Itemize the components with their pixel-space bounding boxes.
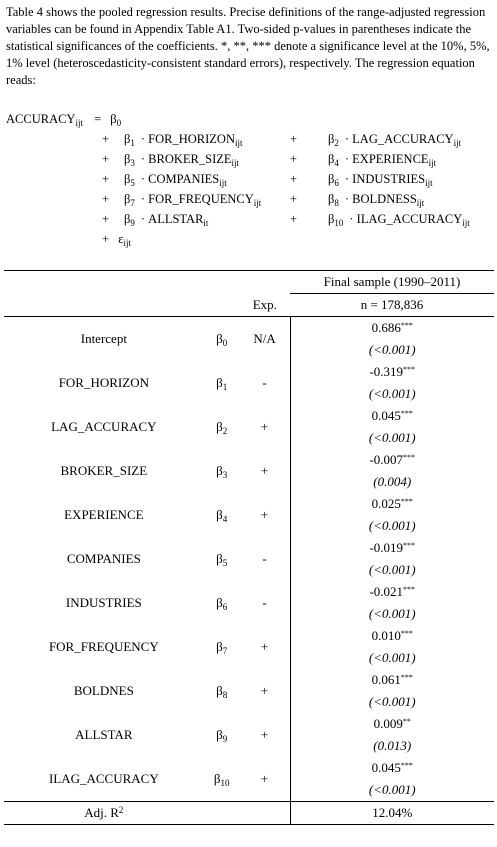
equation-variable-subscript: ijt: [253, 198, 262, 208]
beta0-subscript: 0: [116, 118, 122, 128]
beta-cell: [204, 537, 240, 581]
beta-symbol: β: [124, 212, 131, 226]
significance-stars: ***: [403, 453, 416, 462]
table-row: [4, 757, 494, 779]
p-value: (0.013): [290, 735, 494, 757]
variable-name: ILAG_ACCURACY: [48, 771, 159, 786]
error-subscript: ijt: [123, 238, 131, 248]
significance-stars: ***: [400, 673, 413, 682]
equation-plus-3: +: [102, 152, 110, 166]
expected-sign: +: [260, 683, 269, 698]
intro-paragraph: Table 4 shows the pooled regression results. Precise definitions of the range-adjusted regression variables can be found in Appendix Table A1. Two-sided p-values in parentheses indicate the statistical significances of the coefficients. *, **, *** denote a significance level at the 10%, 5%, 1% level (heteroscedasticity-consistent standard errors), respectively. The regression equation reads:: [6, 5, 490, 87]
coefficient-value: 0.045: [371, 408, 401, 423]
expected-sign: +: [260, 727, 269, 742]
expected-sign: +: [260, 419, 269, 434]
coefficient-cell: [290, 317, 494, 340]
p-value: (<0.001): [290, 515, 494, 537]
equation-term-3: $\beta_3$ · $BROKER\_SIZE_{ijt}$: [124, 152, 240, 168]
beta-index: 6: [222, 601, 228, 612]
beta-symbol: β: [124, 152, 131, 166]
coefficient-value: 0.686: [371, 320, 401, 335]
p-value: (<0.001): [290, 559, 494, 581]
beta-index: 1: [130, 138, 135, 148]
equation-term-4: $\beta_4$ · $EXPERIENCE_{ijt}$: [328, 152, 437, 168]
beta-index: 5: [222, 557, 228, 568]
significance-stars: ***: [403, 585, 416, 594]
variable-name: LAG_ACCURACY: [51, 419, 157, 434]
equation-variable-subscript: it: [203, 218, 209, 228]
adj-r2-value: 12.04%: [290, 802, 494, 825]
equation-lhs: ACCURACY: [6, 112, 76, 126]
coefficient-cell: [290, 757, 494, 779]
beta-cell: [204, 361, 240, 405]
beta-index: 2: [222, 425, 228, 436]
p-value: (0.004): [290, 471, 494, 493]
table-row: [4, 405, 494, 427]
equation-plus-4: +: [290, 152, 298, 166]
table-row: [4, 625, 494, 647]
equation-variable: LAG_ACCURACY: [352, 132, 454, 146]
beta-index: 7: [130, 198, 135, 208]
p-value: (<0.001): [290, 427, 494, 449]
beta-index: 10: [334, 218, 344, 228]
beta-cell: [204, 317, 240, 362]
equation-term-7: $\beta_7$ · $FOR\_FREQUENCY_{ijt}$: [124, 192, 262, 208]
header-n: n = 178,836: [290, 294, 494, 317]
table-row: [4, 317, 494, 340]
variable-name: EXPERIENCE: [64, 507, 144, 522]
beta-cell: [204, 625, 240, 669]
expected-sign: +: [260, 639, 269, 654]
equation-term-1: $\beta_1$ · $FOR\_HORIZON_{ijt}$: [124, 132, 243, 148]
coefficient-value: 0.025: [371, 496, 401, 511]
expected-sign: +: [260, 771, 269, 786]
variable-name: BOLDNES: [73, 683, 134, 698]
error-symbol: ε: [118, 232, 124, 246]
beta-symbol: β: [328, 212, 335, 226]
coefficient-cell: [290, 625, 494, 647]
header-exp: Exp.: [240, 294, 290, 317]
significance-stars: ***: [403, 365, 416, 374]
beta-symbol: β: [216, 594, 223, 610]
equation-variable: ALLSTAR: [148, 212, 204, 226]
variable-name: BROKER_SIZE: [60, 463, 148, 478]
beta-symbol: β: [216, 374, 223, 390]
beta-cell: [204, 493, 240, 537]
beta-symbol: β: [328, 172, 335, 186]
beta-index: 2: [334, 138, 339, 148]
significance-stars: ***: [400, 321, 413, 330]
variable-name: FOR_HORIZON: [58, 375, 149, 390]
beta-index: 9: [130, 218, 135, 228]
equation-plus-8: +: [290, 192, 298, 206]
equation-plus-5: +: [102, 172, 110, 186]
beta-symbol: β: [216, 550, 223, 566]
beta-index: 4: [222, 513, 228, 524]
coefficient-cell: [290, 493, 494, 515]
beta-cell: [204, 581, 240, 625]
beta-symbol: β: [216, 638, 223, 654]
beta-symbol: β: [216, 462, 223, 478]
equation-plus-2: +: [290, 132, 298, 146]
beta-symbol: β: [216, 682, 223, 698]
beta-index: 3: [222, 469, 228, 480]
equation-term-8: $\beta_8$ · $BOLDNESS_{ijt}$: [328, 192, 425, 208]
expected-sign: -: [262, 595, 267, 610]
equation-variable-subscript: ijt: [231, 158, 240, 168]
beta-cell: [204, 405, 240, 449]
beta-index: 6: [334, 178, 339, 188]
p-value: (<0.001): [290, 647, 494, 669]
p-value: (<0.001): [290, 691, 494, 713]
p-value: (<0.001): [290, 383, 494, 405]
beta-index: 5: [130, 178, 135, 188]
significance-stars: ***: [400, 409, 413, 418]
adj-r2-label: [4, 802, 204, 825]
variable-name: FOR_FREQUENCY: [48, 639, 159, 654]
expected-sign: -: [262, 551, 267, 566]
coefficient-cell: [290, 449, 494, 471]
table-row: [4, 537, 494, 559]
p-value: (<0.001): [290, 339, 494, 361]
equation-variable: INDUSTRIES: [352, 172, 426, 186]
beta-symbol: β: [213, 770, 221, 786]
coefficient-value: 0.010: [371, 628, 401, 643]
equation-variable-subscript: ijt: [416, 198, 425, 208]
coefficient-cell: [290, 405, 494, 427]
beta-symbol: β: [216, 418, 223, 434]
equation-term-9: $\beta_9$ · $ALLSTAR_{it}$: [124, 212, 209, 228]
significance-stars: ***: [400, 497, 413, 506]
beta-cell: [204, 449, 240, 493]
error-op: +: [102, 232, 110, 246]
adj-r2-row: [4, 802, 494, 825]
table-header-row-1: [4, 271, 494, 294]
significance-stars: **: [402, 717, 411, 726]
beta-symbol: β: [124, 172, 131, 186]
coefficient-cell: [290, 713, 494, 735]
beta-symbol: β: [216, 506, 223, 522]
equation-variable-subscript: ijt: [453, 138, 462, 148]
coefficient-value: -0.319: [369, 364, 404, 379]
equation-plus-6: +: [290, 172, 298, 186]
beta-symbol: β: [124, 132, 131, 146]
equation-plus-7: +: [102, 192, 110, 206]
results-table: [4, 270, 494, 825]
equation-variable: BROKER_SIZE: [148, 152, 232, 166]
equation-error-term: [102, 232, 131, 250]
beta-cell: [204, 713, 240, 757]
beta-symbol: β: [328, 132, 335, 146]
table-row: [4, 581, 494, 603]
beta-index: 9: [222, 733, 228, 744]
table-row: [4, 361, 494, 383]
equation-term-6: $\beta_6$ · $INDUSTRIES_{ijt}$: [328, 172, 433, 188]
variable-name: ALLSTAR: [75, 727, 133, 742]
variable-name: Intercept: [80, 331, 127, 346]
table-row: [4, 449, 494, 471]
significance-stars: ***: [403, 541, 416, 550]
equation-variable: BOLDNESS: [352, 192, 417, 206]
coefficient-value: -0.019: [369, 540, 404, 555]
beta-index: 8: [222, 689, 228, 700]
beta-symbol: β: [124, 192, 131, 206]
equation-lhs-row: [6, 112, 121, 130]
expected-sign: -: [262, 375, 267, 390]
table-header-row-2: [4, 294, 494, 317]
beta-cell: [204, 669, 240, 713]
beta-index: 0: [222, 337, 228, 348]
coefficient-cell: [290, 361, 494, 383]
expected-sign: N/A: [253, 331, 276, 346]
beta-index: 8: [334, 198, 339, 208]
coefficient-cell: [290, 669, 494, 691]
beta-cell: [204, 757, 240, 802]
beta-index: 10: [220, 777, 230, 788]
equation-term-10: $\beta_{10}$ · $ILAG\_ACCURACY_{ijt}$: [328, 212, 470, 228]
coefficient-cell: [290, 537, 494, 559]
coefficient-value: 0.009: [373, 716, 403, 731]
beta-index: 4: [334, 158, 339, 168]
beta-symbol: β: [216, 726, 223, 742]
equation-variable-subscript: ijt: [234, 138, 243, 148]
adj-r2-superscript: 2: [118, 805, 124, 815]
expected-sign: +: [260, 463, 269, 478]
beta-index: 3: [130, 158, 135, 168]
equation-variable-subscript: ijt: [425, 178, 433, 188]
beta-index: 1: [222, 381, 228, 392]
coefficient-cell: [290, 581, 494, 603]
significance-stars: ***: [400, 761, 413, 770]
variable-name: COMPANIES: [66, 551, 141, 566]
equation-equals: =: [94, 112, 102, 126]
equation-variable: FOR_HORIZON: [148, 132, 235, 146]
equation-variable: COMPANIES: [148, 172, 220, 186]
equation-plus-10: +: [290, 212, 298, 226]
beta-index: 7: [222, 645, 228, 656]
equation-variable: ILAG_ACCURACY: [356, 212, 463, 226]
equation-variable-subscript: ijt: [219, 178, 227, 188]
equation-variable-subscript: ijt: [462, 218, 470, 228]
coefficient-value: -0.007: [369, 452, 404, 467]
equation-variable: EXPERIENCE: [352, 152, 429, 166]
equation-variable-subscript: ijt: [428, 158, 437, 168]
equation-lhs-subscript: ijt: [75, 118, 83, 128]
equation-term-5: $\beta_5$ · $COMPANIES_{ijt}$: [124, 172, 227, 188]
variable-name: INDUSTRIES: [65, 595, 142, 610]
coefficient-value: 0.045: [371, 760, 401, 775]
equation-plus-1: +: [102, 132, 110, 146]
table-row: [4, 669, 494, 691]
expected-sign: +: [260, 507, 269, 522]
equation-variable: FOR_FREQUENCY: [148, 192, 254, 206]
equation-plus-9: +: [102, 212, 110, 226]
beta-symbol: β: [328, 192, 335, 206]
significance-stars: ***: [400, 629, 413, 638]
coefficient-value: -0.021: [369, 584, 404, 599]
coefficient-value: 0.061: [371, 672, 401, 687]
beta-symbol: β: [328, 152, 335, 166]
p-value: (<0.001): [290, 779, 494, 802]
header-sample: Final sample (1990–2011): [290, 271, 494, 294]
p-value: (<0.001): [290, 603, 494, 625]
adj-r2-label-text: Adj. R: [84, 805, 119, 820]
beta0-symbol: β: [110, 112, 117, 126]
table-row: [4, 713, 494, 735]
table-row: [4, 493, 494, 515]
equation-term-2: $\beta_2$ · $LAG\_ACCURACY_{ijt}$: [328, 132, 462, 148]
beta-symbol: β: [216, 330, 223, 346]
